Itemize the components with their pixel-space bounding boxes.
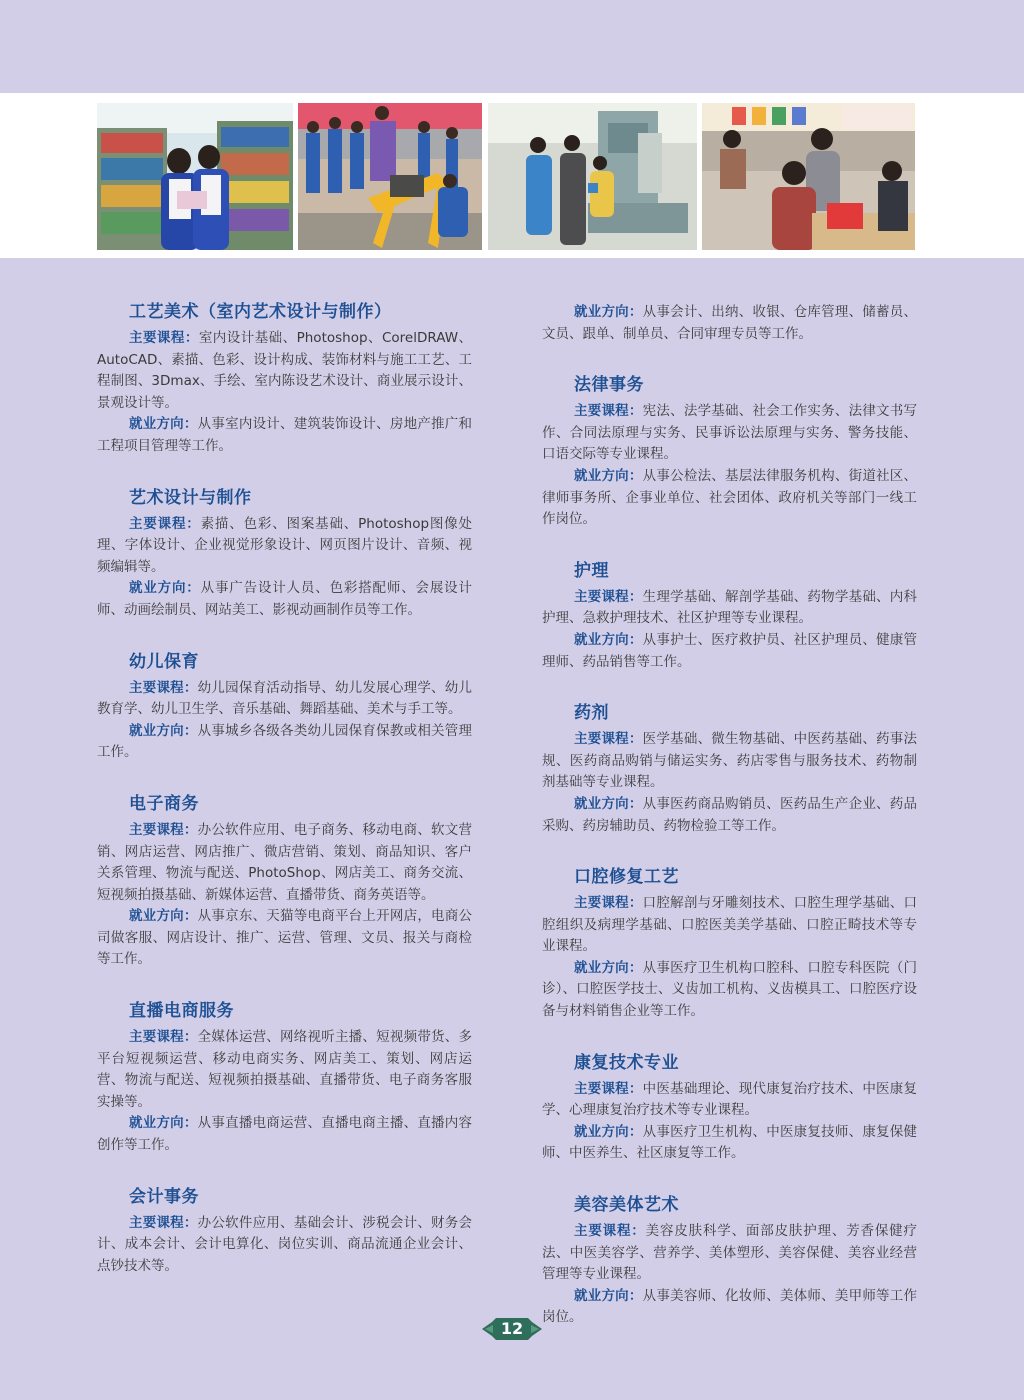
major-section bbox=[97, 486, 472, 622]
major-title: 艺术设计与制作 bbox=[129, 487, 252, 508]
job-label: 就业方向： bbox=[129, 580, 201, 597]
job-text: 从事京东、天猫等电商平台上开网店，电商公司做客服、网店设计、推广、运营、管理、文员、报关与商检等工作。 bbox=[97, 908, 473, 968]
job-label: 就业方向： bbox=[574, 467, 643, 484]
major-title: 护理 bbox=[574, 560, 609, 581]
course-paragraph bbox=[542, 893, 917, 958]
course-text: 宪法、法学基础、社会工作实务、法律文书写作、合同法原理与实务、民事诉讼法原理与实务、警务技能、口语交际等专业课程。 bbox=[542, 403, 918, 463]
major-section bbox=[542, 559, 917, 673]
library-students-reading-photo bbox=[97, 103, 293, 250]
job-text: 从事美容师、化妆师、美体师、美甲师等工作岗位。 bbox=[542, 1287, 918, 1326]
job-text: 从事医疗卫生机构、中医康复技师、康复保健师、中医养生、社区康复等工作。 bbox=[542, 1123, 918, 1162]
job-label: 就业方向： bbox=[574, 631, 643, 648]
major-title: 会计事务 bbox=[129, 1186, 199, 1207]
job-paragraph bbox=[97, 1113, 472, 1156]
major-title: 口腔修复工艺 bbox=[574, 867, 679, 888]
job-text: 从事室内设计、建筑装饰设计、房地产推广和工程项目管理等工作。 bbox=[97, 416, 473, 454]
course-label: 主要课程： bbox=[129, 1214, 198, 1231]
page-number-badge bbox=[482, 1316, 542, 1342]
job-label: 就业方向： bbox=[574, 304, 643, 320]
job-label: 就业方向： bbox=[129, 416, 198, 433]
course-label: 主要课程： bbox=[574, 731, 643, 748]
major-section bbox=[542, 1193, 917, 1329]
major-title: 康复技术专业 bbox=[574, 1052, 679, 1073]
major-section bbox=[97, 1185, 472, 1278]
job-label: 就业方向： bbox=[574, 1287, 643, 1304]
job-paragraph bbox=[97, 721, 472, 764]
course-paragraph bbox=[97, 514, 472, 579]
job-label: 就业方向： bbox=[129, 1115, 198, 1132]
course-label: 主要课程： bbox=[574, 1080, 643, 1097]
major-section bbox=[97, 650, 472, 764]
major-section bbox=[542, 373, 917, 531]
course-label: 主要课程： bbox=[129, 330, 199, 346]
major-section-continuation bbox=[542, 302, 917, 345]
major-title: 直播电商服务 bbox=[129, 1001, 234, 1022]
major-section bbox=[97, 300, 472, 458]
job-paragraph bbox=[542, 630, 917, 673]
job-label: 就业方向： bbox=[129, 908, 198, 925]
course-label: 主要课程： bbox=[129, 1029, 198, 1046]
machine-tool-training-photo bbox=[488, 103, 697, 250]
job-paragraph bbox=[542, 794, 917, 837]
job-label: 就业方向： bbox=[129, 722, 198, 739]
course-text: 素描、色彩、图案基础、Photoshop图像处理、字体设计、企业视觉形象设计、网页图片设计、音频、视频编辑等。 bbox=[97, 515, 473, 575]
job-paragraph bbox=[97, 906, 472, 971]
major-title: 幼儿保育 bbox=[129, 651, 199, 672]
course-text: 美容皮肤科学、面部皮肤护理、芳香保健疗法、中医美容学、营养学、美体塑形、美容保健、美容业经营管理等专业课程。 bbox=[542, 1223, 918, 1283]
job-paragraph bbox=[542, 1122, 917, 1165]
job-label: 就业方向： bbox=[574, 1123, 643, 1140]
major-title: 电子商务 bbox=[129, 793, 199, 814]
photo-strip bbox=[0, 93, 1024, 258]
major-section bbox=[542, 1051, 917, 1165]
job-text: 从事公检法、基层法律服务机构、街道社区、律师事务所、企事业单位、社会团体、政府机关等部门一线工作岗位。 bbox=[542, 467, 918, 528]
job-paragraph bbox=[542, 958, 917, 1023]
course-label: 主要课程： bbox=[574, 588, 643, 605]
course-paragraph bbox=[97, 328, 472, 414]
course-label: 主要课程： bbox=[129, 679, 198, 696]
course-text: 中医基础理论、现代康复治疗技术、中医康复学、心理康复治疗技术等专业课程。 bbox=[542, 1080, 918, 1119]
course-text: 口腔解剖与牙雕刻技术、口腔生理学基础、口腔组织及病理学基础、口腔医美美学基础、口腔正畸技术等专业课程。 bbox=[542, 895, 918, 955]
left-column bbox=[97, 300, 472, 1305]
major-section bbox=[542, 701, 917, 837]
job-text: 从事城乡各级各类幼儿园保育保教或相关管理工作。 bbox=[97, 722, 473, 761]
course-text: 生理学基础、解剖学基础、药物学基础、内科护理、急救护理技术、社区护理等专业课程。 bbox=[542, 588, 918, 627]
machinery-workshop-students-photo bbox=[298, 103, 482, 250]
course-text: 办公软件应用、电子商务、移动电商、软文营销、网店运营、网店推广、微店营销、策划、商品知识、客户关系管理、物流与配送、PhotoShop、网店美工、商务交流、短视频拍摄基础、新媒体运营、直播带货、商务英语等。 bbox=[97, 821, 473, 903]
course-text: 幼儿园保育活动指导、幼儿发展心理学、幼儿教育学、幼儿卫生学、音乐基础、舞蹈基础、美术与手工等。 bbox=[97, 679, 473, 718]
job-label: 就业方向： bbox=[574, 795, 643, 812]
course-label: 主要课程： bbox=[129, 821, 198, 838]
course-paragraph bbox=[97, 820, 472, 906]
course-text: 全媒体运营、网络视听主播、短视频带货、多平台短视频运营、移动电商实务、网店美工、策划、网店运营、物流与配送、短视频拍摄基础、直播带货、电子商务客服实操等。 bbox=[97, 1029, 473, 1110]
course-text: 医学基础、微生物基础、中医药基础、药事法规、医药商品购销与储运实务、药店零售与服务技术、药物制剂基础等专业课程。 bbox=[542, 731, 918, 791]
course-paragraph bbox=[97, 678, 472, 721]
course-paragraph bbox=[97, 1213, 472, 1278]
page-number: 12 bbox=[500, 1319, 524, 1338]
course-label: 主要课程： bbox=[129, 515, 201, 532]
handcraft-classroom-photo bbox=[702, 103, 915, 250]
major-title: 药剂 bbox=[574, 703, 609, 724]
job-text: 从事会计、出纳、收银、仓库管理、储蓄员、文员、跟单、制单员、合同审理专员等工作。 bbox=[542, 304, 918, 342]
major-title: 工艺美术（室内艺术设计与制作） bbox=[129, 302, 392, 322]
job-text: 从事医疗卫生机构口腔科、口腔专科医院（门诊）、口腔医学技士、义齿加工机构、义齿模具工、口腔医疗设备与材料销售企业等工作。 bbox=[542, 959, 918, 1020]
job-text: 从事护士、医疗救护员、社区护理员、健康管理师、药品销售等工作。 bbox=[542, 631, 918, 670]
course-text: 室内设计基础、Photoshop、CorelDRAW、AutoCAD、素描、色彩、设计构成、装饰材料与施工工艺、工程制图、3Dmax、手绘、室内陈设艺术设计、商业展示设计、景观设计等。 bbox=[97, 330, 473, 411]
major-section bbox=[97, 792, 472, 971]
course-paragraph bbox=[542, 1221, 917, 1286]
top-band bbox=[0, 0, 1024, 93]
course-paragraph bbox=[97, 1027, 472, 1113]
major-title: 美容美体艺术 bbox=[574, 1195, 679, 1216]
job-text: 从事广告设计人员、色彩搭配师、会展设计师、动画绘制员、网站美工、影视动画制作员等工作。 bbox=[97, 580, 473, 618]
job-paragraph bbox=[542, 466, 917, 531]
course-label: 主要课程： bbox=[574, 1223, 646, 1240]
course-paragraph bbox=[542, 729, 917, 794]
course-text: 办公软件应用、基础会计、涉税会计、财务会计、成本会计、会计电算化、岗位实训、商品流通企业会计、点钞技术等。 bbox=[97, 1214, 473, 1274]
job-label: 就业方向： bbox=[574, 959, 643, 976]
job-text: 从事医药商品购销员、医药品生产企业、药品采购、药房辅助员、药物检验工等工作。 bbox=[542, 795, 918, 834]
course-label: 主要课程： bbox=[574, 895, 643, 912]
major-title: 法律事务 bbox=[574, 375, 644, 396]
job-paragraph bbox=[97, 414, 472, 457]
job-paragraph bbox=[542, 302, 917, 345]
course-label: 主要课程： bbox=[574, 403, 643, 420]
course-paragraph bbox=[542, 587, 917, 630]
job-paragraph bbox=[97, 578, 472, 621]
course-paragraph bbox=[542, 1079, 917, 1122]
major-section bbox=[542, 865, 917, 1023]
job-text: 从事直播电商运营、直播电商主播、直播内容创作等工作。 bbox=[97, 1115, 473, 1154]
job-paragraph bbox=[542, 1286, 917, 1329]
course-paragraph bbox=[542, 401, 917, 466]
right-column bbox=[542, 302, 917, 1357]
major-section bbox=[97, 999, 472, 1157]
